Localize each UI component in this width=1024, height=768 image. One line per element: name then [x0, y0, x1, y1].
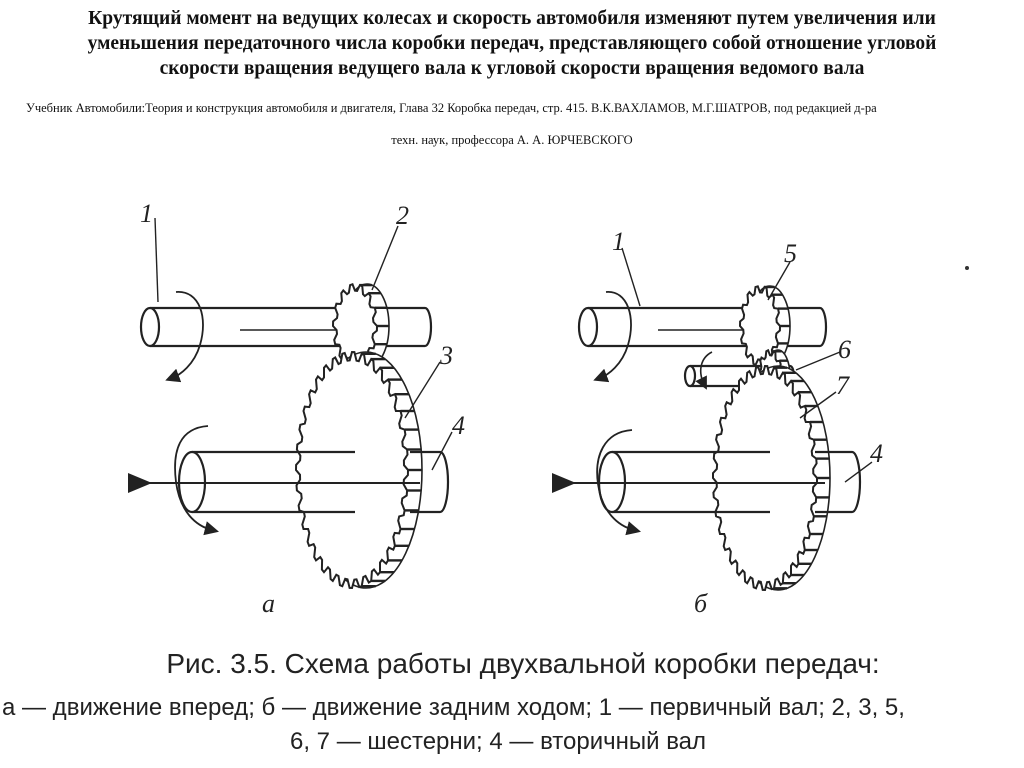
label-right-4: 4	[870, 439, 883, 468]
label-right-6: 6	[838, 335, 851, 364]
label-left-3: 3	[440, 341, 453, 370]
source-reference	[24, 100, 1000, 148]
gearbox-diagram	[0, 180, 1024, 640]
gear-7	[713, 366, 830, 590]
label-right-5: 5	[784, 239, 797, 268]
rotation-arrow-idler	[701, 352, 712, 384]
rotation-arrow-right-shaft-1	[600, 292, 631, 378]
gear-3	[296, 352, 422, 588]
page-heading	[24, 6, 1000, 81]
heading-line-3: скорости вращения ведущего вала к угловой скорости вращения ведомого вала	[159, 58, 865, 79]
heading-line-1: Крутящий момент на ведущих колесах и скорость автомобиля изменяют путем увеличения или	[88, 8, 936, 29]
rotation-arrow-shaft-1	[172, 292, 203, 378]
label-left-4: 4	[452, 411, 465, 440]
label-left-1: 1	[140, 199, 153, 228]
source-line-1: Учебник Автомобили:Теория и конструкция автомобиля и двигателя, Глава 32 Коробка передач, стр. 415. В.К.ВАХЛАМОВ, М.Г.ШАТРОВ, под редакцией д-ра	[26, 101, 877, 115]
label-left-2: 2	[396, 201, 409, 230]
scheme-reverse	[572, 248, 872, 590]
sublabel-b: б	[694, 589, 708, 618]
sublabel-a: а	[262, 589, 275, 618]
label-right-1: 1	[612, 227, 625, 256]
scheme-forward	[141, 218, 452, 588]
label-right-7: 7	[836, 371, 849, 400]
figure-caption-title: Рис. 3.5. Схема работы двухвальной коробки передач:	[166, 648, 880, 679]
figure-caption-line-2: а — движение вперед; б — движение задним ходом; 1 — первичный вал; 2, 3, 5,	[2, 694, 905, 721]
heading-line-2: уменьшения передаточного числа коробки передач, представляющего собой отношение угловой	[87, 33, 937, 54]
figure-caption-line-3: 6, 7 — шестерни; 4 — вторичный вал	[290, 728, 707, 755]
source-line-2: техн. наук, профессора А. А. ЮРЧЕВСКОГО	[391, 133, 633, 147]
